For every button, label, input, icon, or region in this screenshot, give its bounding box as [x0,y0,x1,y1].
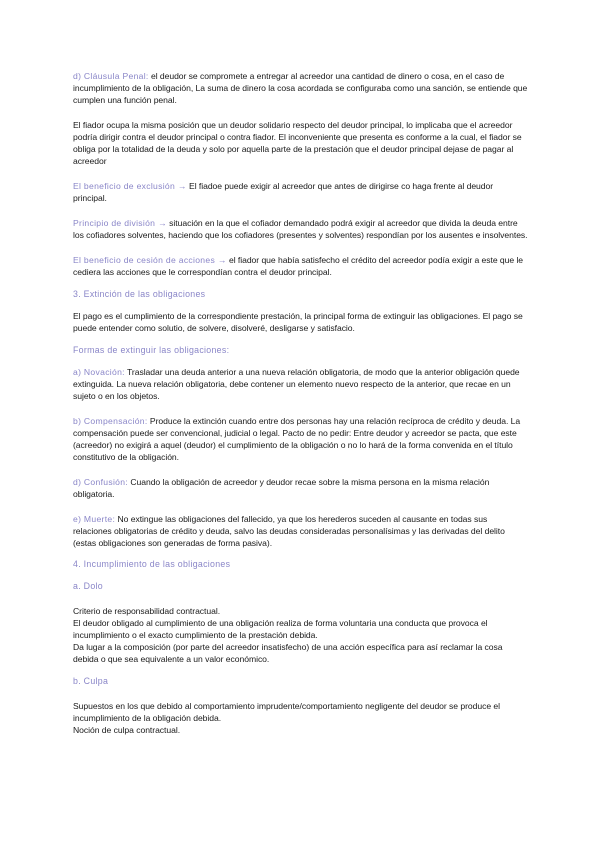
beneficio-cesion-text: el fiador que había satisfecho el crédito del acreedor podía exigir a este que le cediera las acciones que le correspondían contra el deudor principal. [73,255,524,277]
heading-formas-extinguir: Formas de extinguir las obligaciones: [73,345,230,355]
paragraph-confusion [73,476,528,500]
paragraph-compensacion [73,415,528,463]
heading-extincion: 3. Extinción de las obligaciones [73,289,206,299]
dolo-line: Da lugar a la composición (por parte del acreedor insatisfecho) de una acción específica para así reclamar la cosa debida o que sea equivalente a un valor económico. [73,642,503,664]
paragraph-fiador: El fiador ocupa la misma posición que un deudor solidario respecto del deudor principal, lo implicaba que el acreedor podría dirigir contra el deudor principal o contra fiador. El inconveniente que presenta es conforme a la cual, el fiador se obliga por la totalidad de la deuda y solo por aquella parte de la prestación que el deudor principal dejase de pagar al acreedor [73,120,522,166]
paragraph-beneficio-cesion [73,254,528,278]
muerte-label: e) Muerte: [73,514,116,524]
paragraph-culpa [73,700,528,736]
paragraph-dolo [73,605,528,665]
culpa-line: Supuestos en los que debido al comportamiento imprudente/comportamiento negligente del deudor se produce el incumplimiento de la obligación debida. [73,701,501,723]
heading-incumplimiento: 4. Incumplimiento de las obligaciones [73,559,231,569]
compensacion-label: b) Compensación: [73,416,148,426]
beneficio-exclusion-label: El beneficio de exclusión → [73,181,187,191]
paragraph-novacion [73,366,528,402]
dolo-line: Criterio de responsabilidad contractual. [73,606,221,616]
clausula-penal-text: el deudor se compromete a entregar al acreedor una cantidad de dinero o cosa, en el caso de incumplimiento de la obligación, La suma de dinero la cosa acordada se configuraba como una sanción, se entiende que cumplen una función penal. [73,71,528,105]
principio-division-label: Principio de división → [73,218,167,228]
confusion-label: d) Confusión: [73,477,129,487]
heading-culpa: b. Culpa [73,676,109,686]
novacion-text: Trasladar una deuda anterior a una nueva relación obligatoria, de modo que la anterior obligación quede extinguida. La nueva relación obligatoria, debe contener un elemento nuevo respecto de la anterior, que recae en un sujeto o en los objetos. [73,367,520,401]
culpa-line: Noción de culpa contractual. [73,725,181,735]
beneficio-exclusion-text: El fiadoe puede exigir al acreedor que antes de dirigirse co haga frente al deudor principal. [73,181,494,203]
principio-division-text: situación en la que el cofiador demandado podrá exigir al acreedor que divida la deuda entre los cofiadores solventes, haciendo que los cofiadores (presentes y solventes) respondían por los ausentes e insolventes. [73,218,528,240]
clausula-penal-label: d) Cláusula Penal: [73,71,149,81]
heading-dolo: a. Dolo [73,581,103,591]
compensacion-text: Produce la extinción cuando entre dos personas hay una relación recíproca de crédito y deuda. La compensación puede ser convencional, judicial o legal. Pacto de no pedir: Entre deudor y acreedor se pacta, que este (acreedor) no exigirá a aquel (deudor) el cumplimiento de la obligación o no lo hará de la forma convenida en el título constitutivo de la obligación. [73,416,521,462]
paragraph-beneficio-exclusion [73,180,528,204]
paragraph-clausula-penal [73,70,528,106]
paragraph-pago: El pago es el cumplimiento de la correspondiente prestación, la principal forma de extinguir las obligaciones. El pago se puede entender como solutio, de solvere, disolveré, desligarse y satisfacio. [73,311,523,333]
confusion-text: Cuando la obligación de acreedor y deudor recae sobre la misma persona en la misma relación obligatoria. [73,477,490,499]
novacion-label: a) Novación: [73,367,125,377]
dolo-line: El deudor obligado al cumplimiento de una obligación realiza de forma voluntaria una conducta que provoca el incumplimiento o el exacto cumplimiento de la prestación debida. [73,618,488,640]
muerte-text: No extingue las obligaciones del fallecido, ya que los herederos suceden al causante en todas sus relaciones obligatorias de crédito y deuda, salvo las deudas consideradas personalísimas y las derivadas del delito (estas obligaciones son generadas de forma pasiva). [73,514,505,548]
paragraph-principio-division [73,217,528,241]
paragraph-muerte [73,513,528,549]
beneficio-cesion-label: El beneficio de cesión de acciones → [73,255,227,265]
